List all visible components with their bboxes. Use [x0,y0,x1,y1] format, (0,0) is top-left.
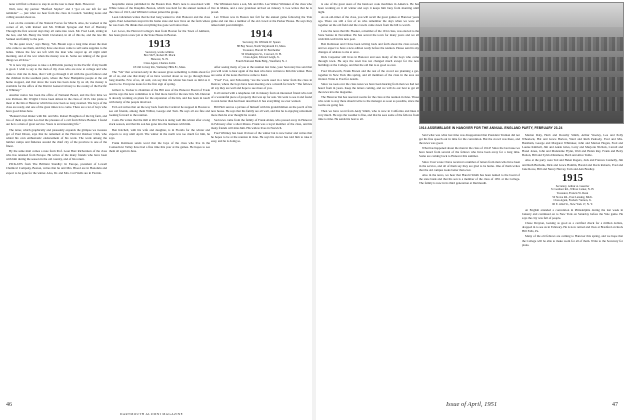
paragraph: hospitable statue published in the Boston Post. Ben's note is associated with White Glass of the Dauphin. Boston, which was held for the annual reunion of the class of 1913, and William Carlson joined the group. [109,2,210,15]
class-photo [419,2,624,124]
paragraph: Frank Robinson sends word that the boys of the class who live in the Connecticut Valley have had a fine time this year at the games. He hopes to see them all again in June. [109,140,210,154]
paragraph: Ben Kitchell, with his wife and daughter, is in Florida for the winter and expects to stay until April. The winter in the north was too much for him, he says. [109,127,210,140]
class-year: 1914 [250,29,273,41]
class-secretary: Secretary, warde wilkins [145,49,174,54]
paragraph: "Bennett's had dinner with Mr. and Mrs. Robert Houghton of the big farm, and two of them says that Leo had the pleasure of a call from Prince Bonner. I found out he is a man of great service. Yours is an interesting life." [6,114,107,127]
class-address: Box 5027, Robert H. Mack [143,53,176,58]
class-treasurer: Treasurer, Harold W. Batchelder [242,47,281,52]
paragraph: Said what was what last time was disappointed that President Truman did not get his fine speech out in time for the convention. But the crowd was there, and the news was good. [419,133,520,146]
paragraph: The Hanover Inn has reserved rooms for the class at the reunion in June. Those who want to stay there should write to the manager as soon as possible, since the rooms are going fast. [318,95,419,108]
paragraph: PICK-UPS from The Brilliant Standby: In Europe, president of Lowell Chemical Company, Boston, writes that he and Mrs. Blood are in Honolulu and expect to be gone for the winter. Also, Dr. and Mrs. Carl Wells are in Florida. [6,162,107,175]
page-number-left: 46 [6,402,12,408]
class-address: Hanover, N. H. [150,57,169,62]
paragraph: Conn. He writes that the mill at Old Town is doing well this winter after a long slack season, and that his son has gone into the business with him. [109,118,210,127]
paragraph: Since I last wrote I have received a number of letters from men who have been in the service, and all of them say they are glad to be home. One of them writes that the old campus looks better than ever. [419,159,520,172]
paragraph: By the same mail comes a note from Prof. Leon Burr Richardson of the class who has returned from Europe. He writes of the many friends who have been with him during the season in the old country, and of his return. [6,149,107,162]
paragraph: Fred Whitney has been ill most of the winter but is now better and writes that he hopes to be at the reunion in June. He says his doctor has told him to take it easy, and he is doing so. [211,131,312,144]
photo-people-row [420,37,623,51]
class-heading-1915 [522,173,623,207]
paragraph: "Fred" Fox, and Fellowship "are the words used in a letter from the class in Denver, where the boys have been meeting once a month for lunch." The fellows all say they are well and hope to see more of you. [211,78,312,91]
class-address: 60 E. 42nd St., New York 17, N. Y. [552,202,593,207]
photo-people-row [420,97,623,111]
paragraph: Last on the contents of the Natural Forces for March. Also, he worked at the corner of all, with Robert and Mr. William Sprague and Earl of Barnaby. Through the first several days they all came into town. Mr. Fred Ladd, sitting in the box, and Mr. Henry the Sixth Cleveland, in all of this he, and the late Mr. Samuel and family to the post. [6,20,107,41]
class-agent: Class Agent, Frederic Vernon, Jr. [553,198,592,203]
paragraph: "It is now my purpose to take a 4,000-mile journey in the Pacific if my health is good. I wish to say to the men of my class who are now at college and who came to visit me in June, that I will go through it all with the good fellows and the children in the southern parts, where the New Hampshire people at the old home stopped, and that since the work has been done by us all, the money is available for the office of the District General Library to the county of the Pacific at Whitney." [6,63,107,92]
class-year: 1913 [148,38,171,50]
paragraph: Well, now, my partner "Bedford Snyder" and I "got on our left for our reminder" — just what we hear from the class in Council. Sending notes and calling around about us. [6,7,107,20]
paragraph: The letter, which graphically and pleasantly expands the glimpse we treasure got of Paul Dixon, says that he remained at the Harvard Outdoor Club, who added his own enthusiastic endorsement of his work. The work among the lumber camps and fisheries around the chief city of the province is one of the finest. [6,127,107,148]
photo-caption: 1914 ASSEMBLAGE IN HANOVER FOR THE ANNUAL ENGLAND PARTY, FEBRUARY 23-24 [419,126,563,130]
class-agent: Class Agent, Charles Joslin [143,60,176,65]
page-number-right: 47 [612,402,618,408]
paragraph: Lev Wilson was in Boston last fall for the annual game following the Yale game and ran into a number of the old crowd at the Parker House. He says they talked until past midnight. [211,15,312,28]
issue-date: Issue of April, 1951 [446,401,498,408]
paragraph: Another notice has been the office of National Board, and the first time we saw Pattison. Mr. Wright: I have been almost in the class of 1913. Our plans to meet at the Inn at Hanover which has now been so long awaited. The boys of the class are ready, and one of the great times is to come. There are a lot of boys who have good times here. [6,92,107,114]
paragraph: The Whitakers have a son, Mr. and Mrs. Lee Walter Whitaker of the class who live in Maine, and a new grandson arrived on January 3. Lee writes that he is proud. [211,2,312,15]
paragraph: Leon Glickman writes that he had long wanted to visit Hanover and the class again. Paul Ackerman stayed in his home state and now lives on the farm where he was born. He thinks that everything has gone well since then. [109,15,210,28]
column-4 [318,2,419,400]
paragraph: Marian Daly, Herb and Dorothy Smith, Arthur Wooley, Lee and Polly Wheelock, Hal and Grace Barlow, Ward and Ruth Peabody, Fred and Mrs. Burnham, George and Margaret Whittaker, John and Marion Hogan, Fred and Louise Kimball, Jim and Adele Giles, Larry and Marjorie Nichols, Carroll and Hazel Jones, John and Madeleine Flynn, Walt and Helen Ray, Frank and Betty Bolton, Bill and Sylvia Dinsmore, Herb and Alice Tuttle. [522,133,623,158]
paragraph: Also at the party were Ted and Helen Rogers, Jack and Frances Connelly, Jim and Ruth Burbank, Dick and Grace Hamlin, Harold and Doris Roberts, Fred and Jane Rowe, Bill and Nancy Harvey, Tom and Ann Bradley. [522,158,623,171]
paragraph: Ed Lord writes that on the way back from the Carnival he stopped in Boston to see old friends, among them Wilbur, George and Tom. He says all are fine and looking forward to the reunion. [109,105,210,118]
class-address: 50 Stowe Rd., East Lansing, Mich. [552,194,593,199]
column-2 [109,2,210,400]
class-secretary: Secretary, Arthur A. Guerrier [555,183,590,188]
class-agent: Class Agent, Edward Leigh, Jr. [243,55,280,60]
paragraph: Bill Holt sent us a picture of himself with his grandchildren on the porch of his new house. He says that his family are all well, and that he is enjoying retirement more than he ever thought he would. [211,104,312,117]
class-heading-1913 [109,39,210,70]
class-heading-1914 [211,29,312,63]
paragraph: Many of the old fellows are coming to Hanover this spring, and we hope that the College will be able to make room for all of them. Write to the Secretary for plans. [522,234,623,247]
paragraph: Gilbert G. Tucker is chairman of the Hill area of the Hanover Board of Trade and he says the new committee is to find more land for the new Inn. Mr. Duncan is already working on plans for the expansion of the Inn, and has been in touch with many of the people involved. [109,87,210,104]
column-3 [211,2,312,400]
page-gutter [312,0,316,420]
class-address: 50 Washington St., Concord, N. H. [241,51,282,56]
paragraph: Lev Lowe, the Harvard College's man from Boston for the Town of Amherst, has been given a new job at the State House in Boston. [109,28,210,37]
column-6 [522,133,623,400]
paragraph: After seeing many of you at the reunion last June, your Secretary has said that you will want to hear again of the men who have written to him this winter. Here are some of the notes that have come to hand. [211,64,312,77]
magazine-footer: DARTMOUTH ALUMNI MAGAZINE [120,412,184,416]
paragraph: Chase Drayton, looking as good as a certified check for a million dollars, dropped in to see us in February. He is now retired and lives at Bradford on Rock Hill Falls, Pa. [522,221,623,234]
photo-people-row [420,77,623,91]
paragraph: Dick Carpenter still lives in Hanover and sees many of the boys who come through town. He says the town has not changed much except for the new buildings at the College, and that the old Inn is as good as ever. [318,55,419,68]
paragraph: The "Six" that occurred early in the season gives something to think about for all of us, and one that many of us have worried about as we go through these long months. Few of us, all said, can say that the winter has been as mild as it used to be. Everyone looks for the first sign of spring. [109,70,210,87]
column-1 [6,2,107,400]
paragraph: As an old-timer of the class, you will recall the great games at Hanover years ago. There are still a few of us who remember the days when we were all together on the old field and the crowds came down from the hill to watch. [318,15,419,28]
class-year: 1915 [562,172,583,184]
class-treasurer: Treasurer, Francis W. Dean [556,191,589,196]
paragraph: "In the quiet town," says Henry, "Mr. Blount says a long time about the men who came to see them, and they have one more come to sell some supplies to the ladies. Unless the few are left with the man who stayed up all night until morning, and of the war when the money was in. Some are talking of the great things we all have." [6,41,107,63]
paragraph: At English attended a convention in Philadelphia during the last week in January and continued on to New York on Saturday before the Yale game. He says the city was full of people. [522,207,623,220]
paragraph: none will find a chance to step in on the tour to meet them. However: [9,2,95,6]
paragraph: It all started with a telephone call in January from an interested friend who told of a wonderful piece of property that was up for sale. We went to see it and found it even better than had been described. It has everything we ever wanted. [211,91,312,104]
paragraph: is one of the great users of the hand-set cook machines in America. He has been working on it all winter and says it keeps him busy from morning until night. [318,2,419,15]
paragraph: Sad news came from the family of Frank Alden, who passed away in Hanover in February after a short illness. Frank was a loyal member of the class, and his many friends will miss him. His widow lives in Norwich. [211,118,312,131]
paragraph: Fred Woolworth, Frank Brown and the rest of the crowd are planning a get-together in New York this spring, and all members of the class in the area are invited. Write to Fred for details. [318,68,419,81]
class-address: 18 Old Colony Rd., Wellesley Hills 81, Mass. [133,64,186,69]
paragraph: Also in the news, we hear that Harold Smith has been named to the board of the state bank and that his son is a member of the class of 1951 at the College. The family is now in its third generation at Dartmouth. [419,172,520,186]
class-address: Fourth National Bank Bldg., Westfield, N. J. [235,58,288,63]
column-5 [419,133,520,400]
class-address: 88 Bay Street, North Weymouth 91, Mass. [236,44,287,49]
paragraph: I saw the news that Mr. Hooker, a member of the 1914 class, was elected to the State Senate in November. He has served the town for many years and we all wish him well in his new post. [318,28,419,41]
paragraph: Bob Robinson and I have been writing back and forth about the class record, and we expect to have a new edition ready before the reunion. Please send in any changes of address to me at once. [318,41,419,55]
paragraph: What has happened about the men in the class of 1914? Since the last issue we have heard from several of the fellows who have been away for a long time. Some are coming back to Hanover this summer. [419,146,520,159]
paragraph: Then we have word from Andy Smith, who is now in California and likes it very much. He says the weather is fine, and that he sees some of the fellows from time to time. He sends his best to all. [318,108,419,121]
photo-people-row [420,57,623,71]
photo-background [420,3,623,27]
class-secretary: Secretary, Dr. William W. Spears [242,40,281,45]
class-address: 31 Gardner Rd., Wilton Center, N. H. [550,187,595,192]
paragraph: Since we took over the class notes we have been hearing from men we had not heard from in years. Keep the letters coming, and we will do our best to get all the news into the magazine. [318,81,419,95]
